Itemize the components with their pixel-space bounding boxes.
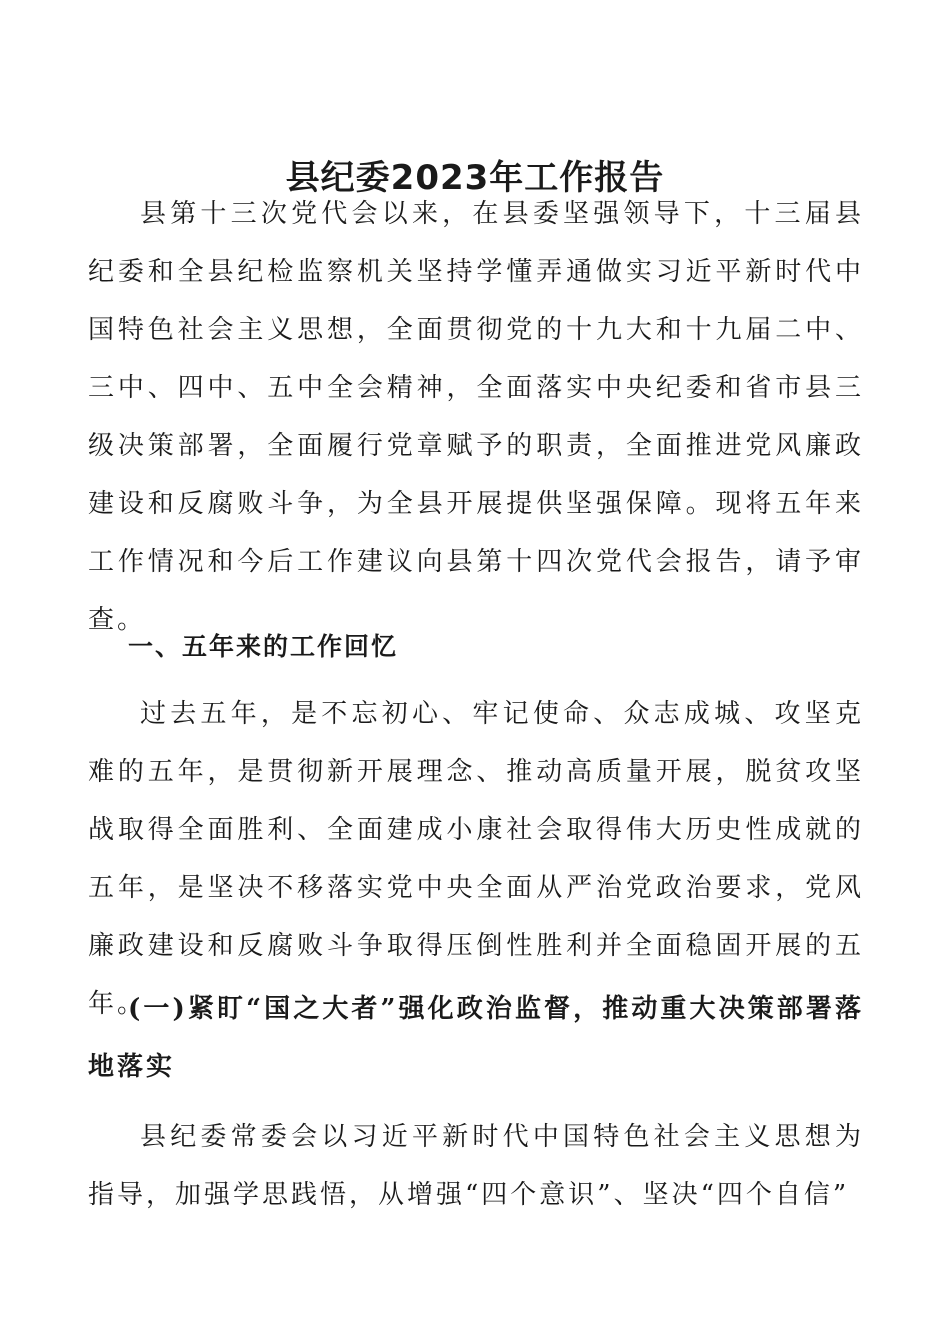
paragraph-intro: 县第十三次党代会以来，在县委坚强领导下，十三届县纪委和全县纪检监察机关坚持学懂弄通做实习近平新时代中国特色社会主义思想，全面贯彻党的十九大和十九届二中、三中、四中、五中全会精神，全面落实中央纪委和省市县三级决策部署，全面履行党章赋予的职责，全面推进党风廉政建设和反腐败斗争，为全县开展提供坚强保障。现将五年来工作情况和今后工作建议向县第十四次党代会报告，请予审查。 [88,199,864,635]
section-heading-review: 一、五年来的工作回忆 [128,632,399,661]
paragraph-review: 过去五年，是不忘初心、牢记使命、众志成城、攻坚克难的五年，是贯彻新开展理念、推动高质量开展，脱贫攻坚战取得全面胜利、全面建成小康社会取得伟大历史性成就的五年，是坚决不移落实党中央全面从严治党政治要求，党风廉政建设和反腐败斗争取得压倒性胜利并全面稳固开展的五年。 [88,699,864,1019]
paragraph-political-supervision: 县纪委常委会以习近平新时代中国特色社会主义思想为指导，加强学思践悟，从增强“四个意识”、坚决“四个自信” [88,1122,864,1210]
document-title: 县纪委2023年工作报告 [285,158,665,198]
subsection-heading-political-supervision: (一)紧盯“国之大者”强化政治监督，推动重大决策部署落地落实 [88,994,864,1082]
